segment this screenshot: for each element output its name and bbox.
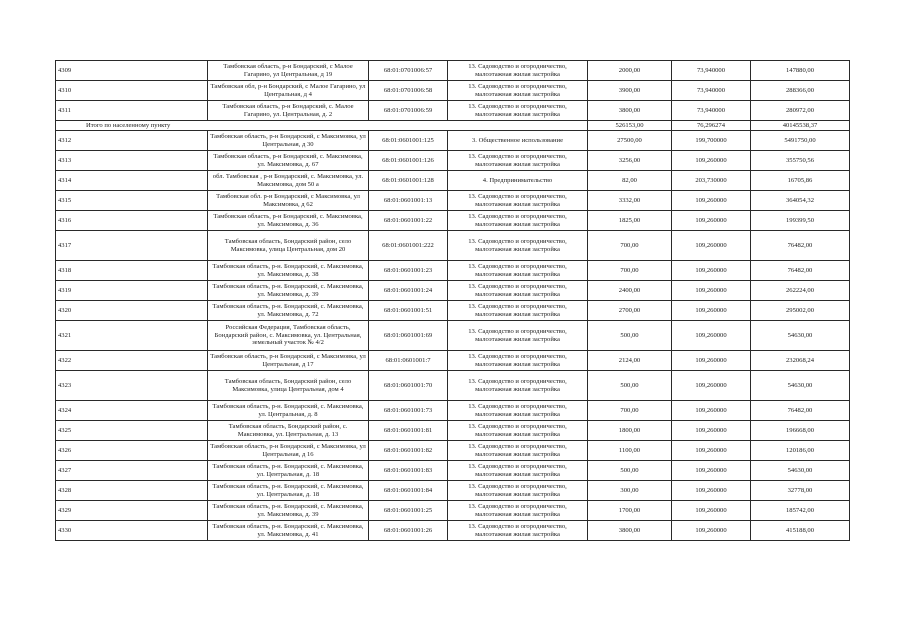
rate-cell: 73,940000 bbox=[672, 81, 751, 101]
row-number: 4311 bbox=[56, 101, 208, 121]
cost-cell: 232068,24 bbox=[751, 351, 850, 371]
cadastral-number-cell: 68:01:0601001:23 bbox=[369, 261, 448, 281]
land-use-cell: 13. Садоводство и огородничество, малоэтажная жилая застройка bbox=[448, 501, 588, 521]
area-cell: 300,00 bbox=[588, 481, 672, 501]
table-row bbox=[56, 371, 850, 401]
table-row bbox=[56, 211, 850, 231]
row-number: 4314 bbox=[56, 171, 208, 191]
row-number: 4329 bbox=[56, 501, 208, 521]
area-cell: 3900,00 bbox=[588, 81, 672, 101]
address-cell: обл. Тамбовская , р-н Бондарский, с. Максимовка, ул. Максимовка, дом 50 а bbox=[208, 171, 369, 191]
cadastral-number-cell: 68:01:0701006:57 bbox=[369, 61, 448, 81]
area-cell: 3800,00 bbox=[588, 521, 672, 541]
land-use-cell: 13. Садоводство и огородничество, малоэтажная жилая застройка bbox=[448, 321, 588, 351]
table-row bbox=[56, 421, 850, 441]
cadastral-number-cell: 68:01:0601001:22 bbox=[369, 211, 448, 231]
rate-cell: 76,296274 bbox=[672, 121, 751, 131]
area-cell: 1825,00 bbox=[588, 211, 672, 231]
rate-cell: 109,260000 bbox=[672, 501, 751, 521]
cost-cell: 185742,00 bbox=[751, 501, 850, 521]
row-number: 4310 bbox=[56, 81, 208, 101]
address-cell: Тамбовская область, р-н Бондарский, с. Максимовка, ул. Максимовка, д. 36 bbox=[208, 211, 369, 231]
cost-cell: 76482,00 bbox=[751, 261, 850, 281]
address-cell: Тамбовская обл. р-н Бондарский, с Максимовка, ул Максимовка, д 62 bbox=[208, 191, 369, 211]
table-row bbox=[56, 481, 850, 501]
row-number: 4330 bbox=[56, 521, 208, 541]
address-cell: Тамбовская область, Бондарский район, с. Максимовка, ул. Центральная, д. 13 bbox=[208, 421, 369, 441]
land-use-cell: 13. Садоводство и огородничество, малоэтажная жилая застройка bbox=[448, 371, 588, 401]
table-row bbox=[56, 401, 850, 421]
area-cell: 2700,00 bbox=[588, 301, 672, 321]
cadastral-number-cell: 68:01:0701006:58 bbox=[369, 81, 448, 101]
land-use-cell: 13. Садоводство и огородничество, малоэтажная жилая застройка bbox=[448, 261, 588, 281]
row-number: 4324 bbox=[56, 401, 208, 421]
land-use-cell: 13. Садоводство и огородничество, малоэтажная жилая застройка bbox=[448, 521, 588, 541]
row-number: 4328 bbox=[56, 481, 208, 501]
table-row bbox=[56, 231, 850, 261]
table-row bbox=[56, 261, 850, 281]
cost-cell: 40145538,37 bbox=[751, 121, 850, 131]
area-cell: 526153,00 bbox=[588, 121, 672, 131]
cadastral-number-cell: 68:01:0701006:59 bbox=[369, 101, 448, 121]
address-cell: Тамбовская область, р-н. Бондарский, с. Максимовка, ул. Центральная, д. 18 bbox=[208, 481, 369, 501]
rate-cell: 109,260000 bbox=[672, 481, 751, 501]
area-cell: 700,00 bbox=[588, 401, 672, 421]
address-cell: Тамбовская область, р-н Бондарский, с Максимовка, ул Центральная, д 17 bbox=[208, 351, 369, 371]
row-number: 4323 bbox=[56, 371, 208, 401]
table-row bbox=[56, 191, 850, 211]
land-use-cell: 13. Садоводство и огородничество, малоэтажная жилая застройка bbox=[448, 211, 588, 231]
cost-cell: 199399,50 bbox=[751, 211, 850, 231]
rate-cell: 109,260000 bbox=[672, 151, 751, 171]
area-cell: 27500,00 bbox=[588, 131, 672, 151]
cost-cell: 147880,00 bbox=[751, 61, 850, 81]
address-cell: Тамбовская область, р-н Бондарский, с Малое Гагарино, ул Центральная, д 19 bbox=[208, 61, 369, 81]
address-cell: Тамбовская область, р-н Бондарский, с Максимовка, ул Центральная, д 16 bbox=[208, 441, 369, 461]
row-number: 4316 bbox=[56, 211, 208, 231]
address-cell: Тамбовская область, р-н. Бондарский, с. Максимовка, ул. Максимовка, д. 38 bbox=[208, 261, 369, 281]
table-row bbox=[56, 501, 850, 521]
address-cell: Тамбовская область, р-н. Бондарский, с. Максимовка, ул. Максимовка, д. 72 bbox=[208, 301, 369, 321]
cadastral-number-cell: 68:01:0601001:70 bbox=[369, 371, 448, 401]
address-cell: Тамбовская область, р-н. Бондарский, с. Максимовка, ул. Максимовка, д. 39 bbox=[208, 501, 369, 521]
row-number: 4321 bbox=[56, 321, 208, 351]
cadastral-number-cell: 68:01:0601001:13 bbox=[369, 191, 448, 211]
address-cell: Тамбовская область, р-н Бондарский, с Максимовка, ул Центральная, д 30 bbox=[208, 131, 369, 151]
table-row bbox=[56, 61, 850, 81]
table-row bbox=[56, 281, 850, 301]
area-cell: 700,00 bbox=[588, 261, 672, 281]
cost-cell: 196668,00 bbox=[751, 421, 850, 441]
rate-cell: 109,260000 bbox=[672, 351, 751, 371]
land-use-cell: 13. Садоводство и огородничество, малоэтажная жилая застройка bbox=[448, 301, 588, 321]
rate-cell: 109,260000 bbox=[672, 441, 751, 461]
land-use-cell: 13. Садоводство и огородничество, малоэтажная жилая застройка bbox=[448, 151, 588, 171]
rate-cell: 109,260000 bbox=[672, 231, 751, 261]
rate-cell: 199,700000 bbox=[672, 131, 751, 151]
table-row bbox=[56, 151, 850, 171]
rate-cell: 203,730000 bbox=[672, 171, 751, 191]
rate-cell: 109,260000 bbox=[672, 401, 751, 421]
table-row bbox=[56, 521, 850, 541]
area-cell: 500,00 bbox=[588, 371, 672, 401]
address-cell: Тамбовская область, р-н Бондарский, с. Малое Гагарино, ул. Центральная, д. 2 bbox=[208, 101, 369, 121]
table-row bbox=[56, 171, 850, 191]
cadastral-number-cell: 68:01:0601001:82 bbox=[369, 441, 448, 461]
table-row bbox=[56, 81, 850, 101]
table-row bbox=[56, 321, 850, 351]
area-cell: 1100,00 bbox=[588, 441, 672, 461]
land-use-cell: 13. Садоводство и огородничество, малоэтажная жилая застройка bbox=[448, 481, 588, 501]
area-cell: 2000,00 bbox=[588, 61, 672, 81]
rate-cell: 109,260000 bbox=[672, 421, 751, 441]
land-register-table bbox=[55, 60, 850, 541]
cost-cell: 5491750,00 bbox=[751, 131, 850, 151]
cost-cell: 355750,56 bbox=[751, 151, 850, 171]
row-number: 4319 bbox=[56, 281, 208, 301]
address-cell: Тамбовская область, р-н. Бондарский, с. Максимовка, ул. Максимовка, д. 39 bbox=[208, 281, 369, 301]
cost-cell: 295002,00 bbox=[751, 301, 850, 321]
land-use-cell: 13. Садоводство и огородничество, малоэтажная жилая застройка bbox=[448, 441, 588, 461]
address-cell: Тамбовская область, р-н Бондарский, с. Максимовка, ул. Максимовка, д. 67 bbox=[208, 151, 369, 171]
cost-cell: 262224,00 bbox=[751, 281, 850, 301]
table-row bbox=[56, 101, 850, 121]
address-cell: Тамбовская область, р-н. Бондарский, с. Максимовка, ул. Центральная, д. 8 bbox=[208, 401, 369, 421]
area-cell: 1700,00 bbox=[588, 501, 672, 521]
row-number: 4322 bbox=[56, 351, 208, 371]
table-row bbox=[56, 441, 850, 461]
cadastral-number-cell: 68:01:0601001:24 bbox=[369, 281, 448, 301]
address-cell: Тамбовская область, Бондарский район, село Максимовка, улица Центральная, дом 4 bbox=[208, 371, 369, 401]
address-cell: Тамбовская область, Бондарский район, село Максимовка, улица Центральная, дом 20 bbox=[208, 231, 369, 261]
land-use-cell: 13. Садоводство и огородничество, малоэтажная жилая застройка bbox=[448, 281, 588, 301]
land-use-cell: 13. Садоводство и огородничество, малоэтажная жилая застройка bbox=[448, 351, 588, 371]
rate-cell: 109,260000 bbox=[672, 521, 751, 541]
rate-cell: 109,260000 bbox=[672, 281, 751, 301]
land-use-cell: 4. Предпринимательство bbox=[448, 171, 588, 191]
area-cell: 82,00 bbox=[588, 171, 672, 191]
land-use-cell: 13. Садоводство и огородничество, малоэтажная жилая застройка bbox=[448, 421, 588, 441]
row-number: 4312 bbox=[56, 131, 208, 151]
land-use-cell: 13. Садоводство и огородничество, малоэтажная жилая застройка bbox=[448, 231, 588, 261]
total-row bbox=[56, 121, 850, 131]
cost-cell: 364054,32 bbox=[751, 191, 850, 211]
row-number: 4313 bbox=[56, 151, 208, 171]
rate-cell: 109,260000 bbox=[672, 371, 751, 401]
row-number: 4327 bbox=[56, 461, 208, 481]
area-cell: 2124,00 bbox=[588, 351, 672, 371]
cost-cell: 76482,00 bbox=[751, 401, 850, 421]
rate-cell: 109,260000 bbox=[672, 301, 751, 321]
cost-cell: 54630,00 bbox=[751, 461, 850, 481]
cadastral-number-cell: 68:01:0601001:51 bbox=[369, 301, 448, 321]
area-cell: 3800,00 bbox=[588, 101, 672, 121]
row-number: 4325 bbox=[56, 421, 208, 441]
cadastral-number-cell: 68:01:0601001:69 bbox=[369, 321, 448, 351]
table-row bbox=[56, 461, 850, 481]
land-use-cell: 13. Садоводство и огородничество, малоэтажная жилая застройка bbox=[448, 101, 588, 121]
area-cell: 500,00 bbox=[588, 461, 672, 481]
cadastral-number-cell: 68:01:0601001:26 bbox=[369, 521, 448, 541]
table-row bbox=[56, 131, 850, 151]
cost-cell: 76482,00 bbox=[751, 231, 850, 261]
address-cell: Тамбовская область, р-н. Бондарский, с. Максимовка, ул. Максимовка, д. 41 bbox=[208, 521, 369, 541]
cadastral-number-cell: 68:01:0601001:222 bbox=[369, 231, 448, 261]
address-cell: Тамбовская область, р-н. Бондарский, с. Максимовка, ул. Центральная, д. 18 bbox=[208, 461, 369, 481]
cadastral-number-cell: 68:01:0601001:25 bbox=[369, 501, 448, 521]
rate-cell: 73,940000 bbox=[672, 101, 751, 121]
total-label: Итого по населенному пункту bbox=[56, 121, 588, 131]
cost-cell: 32778,00 bbox=[751, 481, 850, 501]
table-row bbox=[56, 301, 850, 321]
area-cell: 3256,00 bbox=[588, 151, 672, 171]
land-use-cell: 13. Садоводство и огородничество, малоэтажная жилая застройка bbox=[448, 461, 588, 481]
rate-cell: 109,260000 bbox=[672, 321, 751, 351]
rate-cell: 109,260000 bbox=[672, 261, 751, 281]
cadastral-number-cell: 68:01:0601001:73 bbox=[369, 401, 448, 421]
cadastral-number-cell: 68:01:0601001:126 bbox=[369, 151, 448, 171]
row-number: 4318 bbox=[56, 261, 208, 281]
cadastral-number-cell: 68:01:0601001:84 bbox=[369, 481, 448, 501]
land-use-cell: 13. Садоводство и огородничество, малоэтажная жилая застройка bbox=[448, 191, 588, 211]
address-cell: Российская Федерация, Тамбовская область, Бондарский район, с. Максимовка, ул. Центральная, земельный участок № 4/2 bbox=[208, 321, 369, 351]
cost-cell: 54630,00 bbox=[751, 371, 850, 401]
land-use-cell: 13. Садоводство и огородничество, малоэтажная жилая застройка bbox=[448, 81, 588, 101]
rate-cell: 109,260000 bbox=[672, 211, 751, 231]
table-row bbox=[56, 351, 850, 371]
cost-cell: 120186,00 bbox=[751, 441, 850, 461]
area-cell: 3332,00 bbox=[588, 191, 672, 211]
area-cell: 1800,00 bbox=[588, 421, 672, 441]
land-use-cell: 13. Садоводство и огородничество, малоэтажная жилая застройка bbox=[448, 61, 588, 81]
address-cell: Тамбовская обл, р-н Бондарский, с Малое Гагарино, ул Центральная, д 4 bbox=[208, 81, 369, 101]
cadastral-number-cell: 68:01:0601001:7 bbox=[369, 351, 448, 371]
rate-cell: 109,260000 bbox=[672, 461, 751, 481]
area-cell: 700,00 bbox=[588, 231, 672, 261]
cost-cell: 415188,00 bbox=[751, 521, 850, 541]
area-cell: 500,00 bbox=[588, 321, 672, 351]
land-use-cell: 13. Садоводство и огородничество, малоэтажная жилая застройка bbox=[448, 401, 588, 421]
row-number: 4315 bbox=[56, 191, 208, 211]
cost-cell: 54630,00 bbox=[751, 321, 850, 351]
rate-cell: 73,940000 bbox=[672, 61, 751, 81]
row-number: 4309 bbox=[56, 61, 208, 81]
cadastral-number-cell: 68:01:0601001:81 bbox=[369, 421, 448, 441]
row-number: 4317 bbox=[56, 231, 208, 261]
land-use-cell: 3. Общественное использование bbox=[448, 131, 588, 151]
cost-cell: 16705,86 bbox=[751, 171, 850, 191]
cost-cell: 288366,00 bbox=[751, 81, 850, 101]
row-number: 4320 bbox=[56, 301, 208, 321]
area-cell: 2400,00 bbox=[588, 281, 672, 301]
cadastral-number-cell: 68:01:0601001:128 bbox=[369, 171, 448, 191]
cadastral-number-cell: 68:01:0601001:125 bbox=[369, 131, 448, 151]
row-number: 4326 bbox=[56, 441, 208, 461]
cadastral-number-cell: 68:01:0601001:83 bbox=[369, 461, 448, 481]
cost-cell: 280972,00 bbox=[751, 101, 850, 121]
rate-cell: 109,260000 bbox=[672, 191, 751, 211]
